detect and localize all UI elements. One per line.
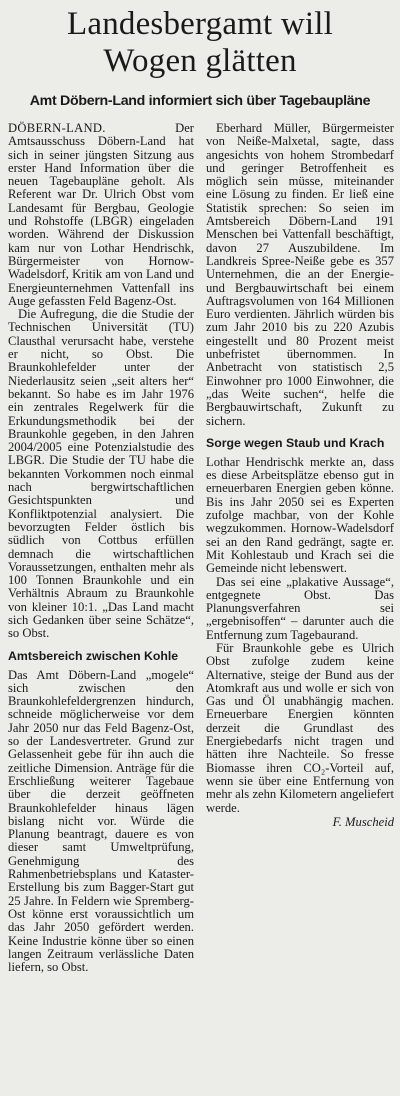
section-heading-2: Sorge wegen Staub und Krach xyxy=(206,435,385,450)
section-heading-1: Amtsbereich zwischen Kohle xyxy=(8,648,179,663)
paragraph-1 xyxy=(8,122,194,308)
headline-line-1: Landesbergamt will xyxy=(66,6,333,42)
paragraph-6: Das sei eine „plakative Aussage“, entgegnete Obst. Das Planungsverfahren sei „ergebnisoffen“ – darunter auch die Entfernung zum Tagebaurand. xyxy=(206,574,394,642)
paragraph-2: Die Aufregung, die die Studie der Technischen Universität (TU) Clausthal verursacht habe, verstehe er nicht, so Obst. Die Braunkohlefelder unter der Niederlausitz seien „seit alters her“ bekannt. So habe es im Jahr 1976 ein zentrales Regelwerk für die Erkundungsmethodik bei der Braunkohle gegeben, in den Jahren 2004/2005 eine Potenzialstudie des LBGR. Die Studie der TU habe die bekannten Vorkommen noch einmal nach bergwirtschaftlichen Gesichtspunkten und Konfliktpotenzial analysiert. Die bevorzugten Felder östlich bis südlich von Cottbus erfüllen demnach die wirtschaftlichen Voraussetzungen, enthalten mehr als 100 Tonnen Braunkohle und ein Verhältnis Abraum zu Braunkohle von kleiner 10:1. „Das Land macht sich Gedanken über seine Schätze“, so Obst. xyxy=(8,307,194,641)
paragraph-7: Für Braunkohle gebe es Ulrich Obst zufolge zudem keine Alternative, steige der Bund aus der Atomkraft aus und wolle er sich von Gas und Öl unabhängig machen. Erneuerbare Energien könnten derzeit die Grundlast des Energiebedarfs nicht tragen und hätten ihre Nachteile. So fresse Biomasse ihren CO₂-Vorteil auf, wenn sie über eine Entfernung von mehr als zehn Kilometern angeliefert werde. xyxy=(206,640,394,815)
headline xyxy=(0,6,400,80)
paragraph-1-text: Der Amtsausschuss Döbern-Land hat sich in seiner jüngsten Sitzung aus erster Hand Information über die neuen Tagebaupläne geholt. Als Referent war Dr. Ulrich Obst vom Landesamt für Bergbau, Geologie und Rohstoffe (LBGR) eingeladen worden. Während der Diskussion kam nur von Lothar Hendrischk, Bürgermeister von Hornow-Wadelsdorf, Kritik am von Land und Energieunternehmen Vattenfall ins Auge gefassten Feld Bagenz-Ost. xyxy=(8,121,194,308)
author-byline: F. Muscheid xyxy=(332,814,394,829)
paragraph-3: Das Amt Döbern-Land „mogele“ sich zwischen den Braunkohlefeldergrenzen hindurch, schneide möglicherweise vor dem Jahr 2050 nur das Feld Bagenz-Ost, so der Landesvertreter. Grund zur Gelassenheit gebe für ihn auch die zeitliche Dimension. Anträge für die Erschließung weiterer Tagebaue über die derzeit geöffneten Braunkohlefelder hinaus lägen bislang nicht vor. Würde die Planung beantragt, dauere es von dieser samt Umweltprüfung, Genehmigung des Rahmenbetriebsplans und Kataster-Erstellung bis zum Bagger-Start gut 25 Jahre. In Feldern wie Spremberg-Ost könne erst voraussichtlich um das Jahr 2050 gefördert werden. Keine Industrie könne über so einen langen Zeitraum verlässliche Daten liefern, so Obst. xyxy=(8,667,194,975)
paragraph-4: Eberhard Müller, Bürgermeister von Neiße-Malxetal, sagte, dass angesichts von hohem Strombedarf und geringer Betroffenheit es möglich sein müsse, miteinander eine Lösung zu finden. Er ließ eine Statistik sprechen: So seien im Amtsbereich Döbern-Land 191 Menschen bei Vattenfall beschäftigt, davon 27 Auszubildene. Im Landkreis Spree-Neiße gebe es 357 Unternehmen, die an der Energie- und Bergbauwirtschaft bei einem Auftragsvolumen von 164 Millionen Euro verdienten. Jährlich würden bis zum Jahr 2010 bis zu 220 Azubis eingestellt und 80 Prozent meist unbefristet übernommen. In Anbetracht von statistisch 2,5 Einwohner pro 1000 Einwohner, die „das Weite suchen“, helfe die Bergbauwirtschaft, Zukunft zu sichern. xyxy=(206,121,394,428)
paragraph-5: Lothar Hendrischk merkte an, dass es diese Arbeitsplätze ebenso gut in erneuerbaren Energien geben könne. Bis ins Jahr 2050 sei es Experten zufolge machbar, von der Kohle wegzukommen. Hornow-Wadelsdorf sei an den Rand gedrängt, sagte er. Mit Kohlestaub und Krach sei die Gemeinde nicht lebenswert. xyxy=(206,454,394,576)
column-left xyxy=(8,122,194,974)
headline-line-2: Wogen glätten xyxy=(103,43,297,79)
column-right xyxy=(206,122,394,829)
dateline: DÖBERN-LAND. xyxy=(8,121,106,135)
subheadline: Amt Döbern-Land informiert sich über Tagebaupläne xyxy=(29,93,371,109)
